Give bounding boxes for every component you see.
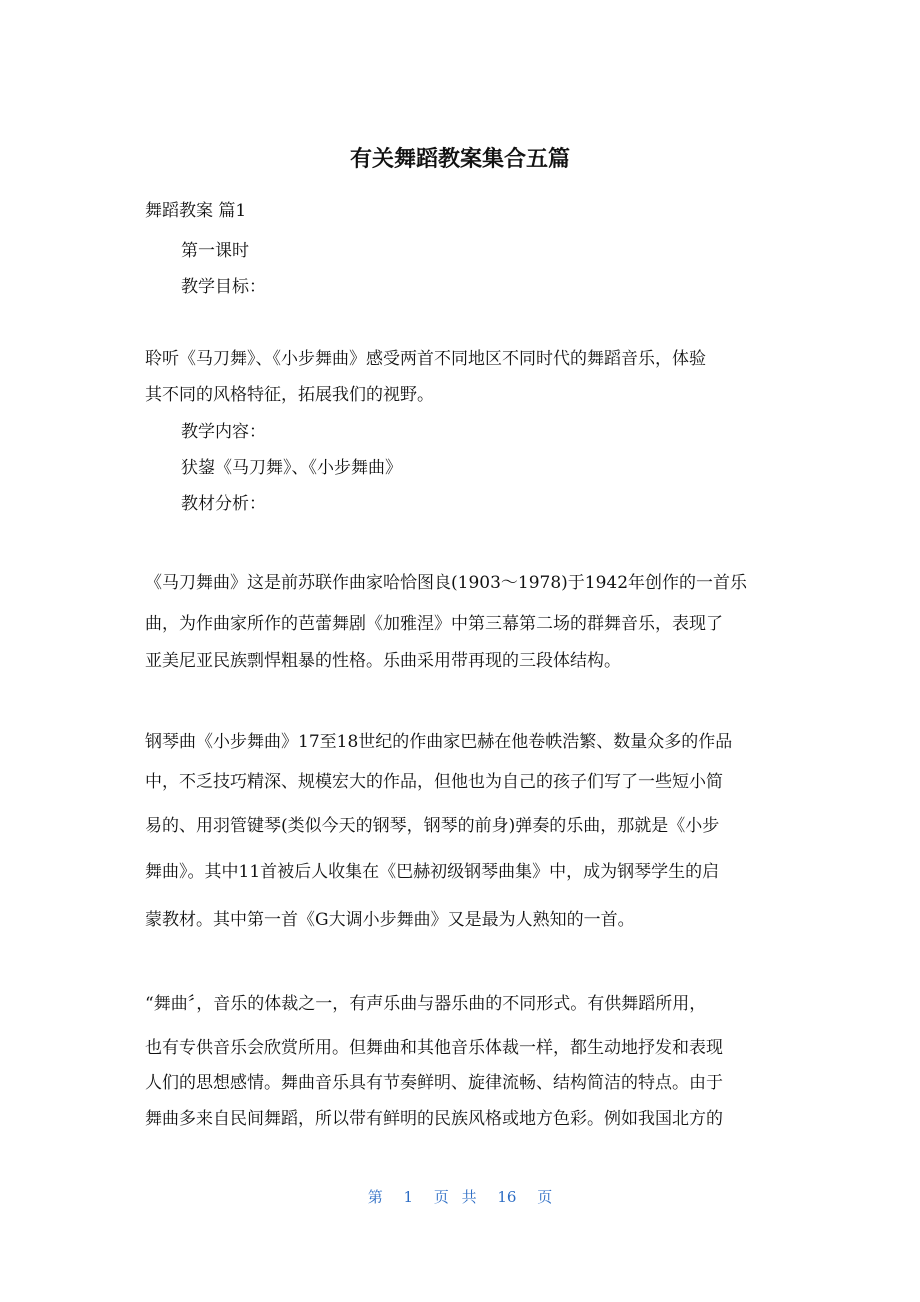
footer-suffix: 页 bbox=[537, 1188, 553, 1206]
paragraph-line: 亚美尼亚民族剽悍粗暴的性格。乐曲采用带再现的三段体结构。 bbox=[145, 651, 621, 671]
paragraph-line: 教材分析： bbox=[181, 494, 266, 514]
paragraph-line: 教学目标： bbox=[181, 277, 266, 297]
paragraph-line: 蒙教材。其中第一首《G大调小步舞曲》又是最为人熟知的一首。 bbox=[145, 910, 635, 930]
paragraph-line: 《马刀舞曲》这是前苏联作曲家哈恰图良(1903～1978)于1942年创作的一首乐 bbox=[145, 573, 748, 593]
paragraph-line: 舞曲多来自民间舞蹈，所以带有鲜明的民族风格或地方色彩。例如我国北方的 bbox=[145, 1109, 723, 1129]
section-heading: 舞蹈教案 篇1 bbox=[145, 201, 247, 221]
paragraph-line: “舞曲〞，音乐的体裁之一，有声乐曲与器乐曲的不同形式。有供舞蹈所用， bbox=[145, 994, 707, 1014]
paragraph-line: 教学内容： bbox=[181, 422, 266, 442]
paragraph-line: 舞曲》。其中11首被后人收集在《巴赫初级钢琴曲集》中，成为钢琴学生的启 bbox=[145, 862, 720, 882]
paragraph-line: 第一课时 bbox=[181, 241, 249, 261]
footer-prefix: 第 bbox=[367, 1188, 383, 1206]
footer-middle: 页 共 bbox=[433, 1188, 477, 1206]
paragraph-line: 曲，为作曲家所作的芭蕾舞剧《加雅涅》中第三幕第二场的群舞音乐，表现了 bbox=[145, 614, 723, 634]
paragraph-line: 钢琴曲《小步舞曲》17至18世纪的作曲家巴赫在他卷帙浩繁、数量众多的作品 bbox=[145, 732, 733, 752]
paragraph-line: 人们的思想感情。舞曲音乐具有节奏鲜明、旋律流畅、结构简洁的特点。由于 bbox=[145, 1073, 723, 1093]
page-number-footer bbox=[0, 1186, 920, 1208]
paragraph-line: 也有专供音乐会欣赏所用。但舞曲和其他音乐体裁一样，都生动地抒发和表现 bbox=[145, 1038, 723, 1058]
paragraph-line: 易的、用羽管键琴(类似今天的钢琴，钢琴的前身)弹奏的乐曲，那就是《小步 bbox=[145, 816, 720, 836]
current-page-number: 1 bbox=[403, 1188, 414, 1206]
paragraph-line: 聆听《马刀舞》、《小步舞曲》感受两首不同地区不同时代的舞蹈音乐，体验 bbox=[145, 349, 706, 369]
paragraph-line: 其不同的风格特征，拓展我们的视野。 bbox=[145, 385, 434, 405]
paragraph-line: 中，不乏技巧精深、规模宏大的作品，但他也为自己的孩子们写了一些短小简 bbox=[145, 772, 723, 792]
paragraph-line: 犾鋆《马刀舞》、《小步舞曲》 bbox=[181, 458, 402, 478]
document-title: 有关舞蹈教案集合五篇 bbox=[349, 147, 570, 172]
total-pages-number: 16 bbox=[497, 1188, 517, 1206]
